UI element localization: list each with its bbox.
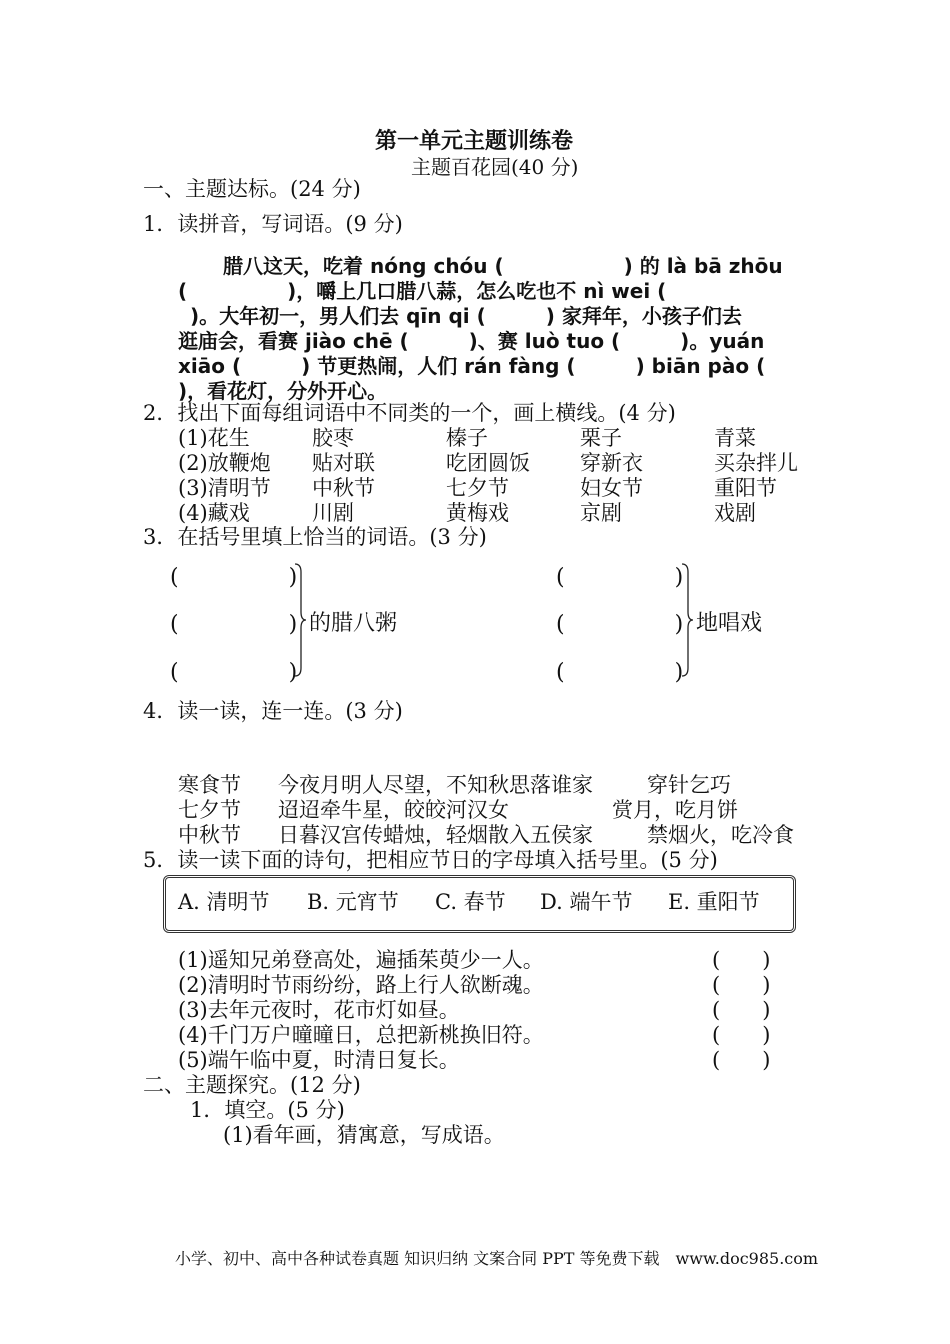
q3-prompt: 3．在括号里填上恰当的词语。(3 分): [143, 525, 487, 549]
q2-cell: 京剧: [580, 501, 622, 525]
q2-cell: 贴对联: [312, 451, 375, 475]
page-subtitle: 主题百花园(40 分): [411, 155, 579, 179]
q1-line-6: )，看花灯，分外开心。: [178, 379, 388, 403]
option-d: D. 端午节: [540, 890, 633, 914]
q3-blank[interactable]: ( ): [170, 612, 298, 637]
q1-line-4: 逛庙会，看赛 jiào chē ( )、赛 luò tuo ( )。yuán: [178, 329, 765, 353]
section1-heading: 一、主题达标。(24 分): [143, 177, 361, 201]
q5-answer-blank[interactable]: ( ): [712, 1048, 771, 1072]
q4-poem: 迢迢牵牛星，皎皎河汉女: [278, 798, 509, 822]
q4-festival: 七夕节: [178, 798, 241, 822]
q2-cell: 川剧: [312, 501, 354, 525]
q4-custom: 赏月，吃月饼: [612, 798, 738, 822]
q2-cell: (3)清明节: [178, 476, 271, 500]
section2-heading: 二、主题探究。(12 分): [143, 1073, 361, 1097]
q2-cell: 榛子: [446, 426, 488, 450]
q5-item: (4)千门万户曈曈日，总把新桃换旧符。: [178, 1023, 544, 1047]
q3-right-word: 地唱戏: [696, 611, 763, 636]
q4-festival: 中秋节: [178, 823, 241, 847]
right-curly-brace-icon: [680, 562, 694, 678]
q2-cell: 栗子: [580, 426, 622, 450]
q4-poem: 日暮汉宫传蜡烛，轻烟散入五侯家: [278, 823, 593, 847]
q5-answer-blank[interactable]: ( ): [712, 948, 771, 972]
page-title: 第一单元主题训练卷: [375, 128, 574, 154]
q2-cell: 戏剧: [714, 501, 756, 525]
q2-cell: 妇女节: [580, 476, 643, 500]
option-c: C. 春节: [435, 890, 506, 914]
q2-prompt: 2．找出下面每组词语中不同类的一个，画上横线。(4 分): [143, 401, 676, 425]
q2-cell: (1)花生: [178, 426, 250, 450]
q1-line-1: 腊八这天，吃着 nóng chóu ( ) 的 là bā zhōu: [223, 254, 783, 278]
left-curly-brace-icon: [293, 562, 307, 678]
q2-cell: 买杂拌儿: [714, 451, 798, 475]
q2-cell: 穿新衣: [580, 451, 643, 475]
q4-festival: 寒食节: [178, 773, 241, 797]
option-e: E. 重阳节: [668, 890, 760, 914]
q5-item: (1)遥知兄弟登高处，遍插茱萸少一人。: [178, 948, 544, 972]
q2-cell: 中秋节: [312, 476, 375, 500]
q3-blank[interactable]: ( ): [556, 612, 684, 637]
s2-q1-prompt: 1．填空。(5 分): [190, 1098, 345, 1122]
q2-cell: (4)藏戏: [178, 501, 250, 525]
q5-answer-blank[interactable]: ( ): [712, 998, 771, 1022]
footer-text: 小学、初中、高中各种试卷真题 知识归纳 文案合同 PPT 等免费下载 www.doc985.com: [175, 1249, 819, 1268]
q2-cell: 七夕节: [446, 476, 509, 500]
q2-cell: 黄梅戏: [446, 501, 509, 525]
q4-custom: 穿针乞巧: [647, 773, 731, 797]
q2-cell: 重阳节: [714, 476, 777, 500]
q2-cell: 青菜: [714, 426, 756, 450]
q1-line-2: ( )，嚼上几口腊八蒜，怎么吃也不 nì wei (: [178, 279, 667, 303]
q2-cell: (2)放鞭炮: [178, 451, 271, 475]
q5-prompt: 5．读一读下面的诗句，把相应节日的字母填入括号里。(5 分): [143, 848, 718, 872]
q5-answer-blank[interactable]: ( ): [712, 973, 771, 997]
q1-prompt: 1．读拼音，写词语。(9 分): [143, 212, 403, 236]
q5-answer-blank[interactable]: ( ): [712, 1023, 771, 1047]
q3-blank[interactable]: ( ): [170, 565, 298, 590]
q4-poem: 今夜月明人尽望，不知秋思落谁家: [278, 773, 593, 797]
s2-q1-sub: (1)看年画，猜寓意，写成语。: [223, 1123, 505, 1147]
q3-blank[interactable]: ( ): [556, 660, 684, 685]
q5-item: (5)端午临中夏，时清日复长。: [178, 1048, 460, 1072]
q4-prompt: 4．读一读，连一连。(3 分): [143, 699, 403, 723]
q5-item: (2)清明时节雨纷纷，路上行人欲断魂。: [178, 973, 544, 997]
q4-custom: 禁烟火，吃冷食: [647, 823, 794, 847]
q3-blank[interactable]: ( ): [556, 565, 684, 590]
q3-left-word: 的腊八粥: [309, 611, 398, 636]
option-a: A. 清明节: [178, 890, 270, 914]
q3-blank[interactable]: ( ): [170, 660, 298, 685]
q1-line-3: )。大年初一，男人们去 qīn qi ( ) 家拜年，小孩子们去: [190, 304, 742, 328]
q1-line-5: xiāo ( ) 节更热闹，人们 rán fàng ( ) biān pào (: [178, 354, 766, 378]
option-b: B. 元宵节: [307, 890, 399, 914]
q2-cell: 吃团圆饭: [446, 451, 530, 475]
q5-item: (3)去年元夜时，花市灯如昼。: [178, 998, 460, 1022]
q2-cell: 胶枣: [312, 426, 354, 450]
